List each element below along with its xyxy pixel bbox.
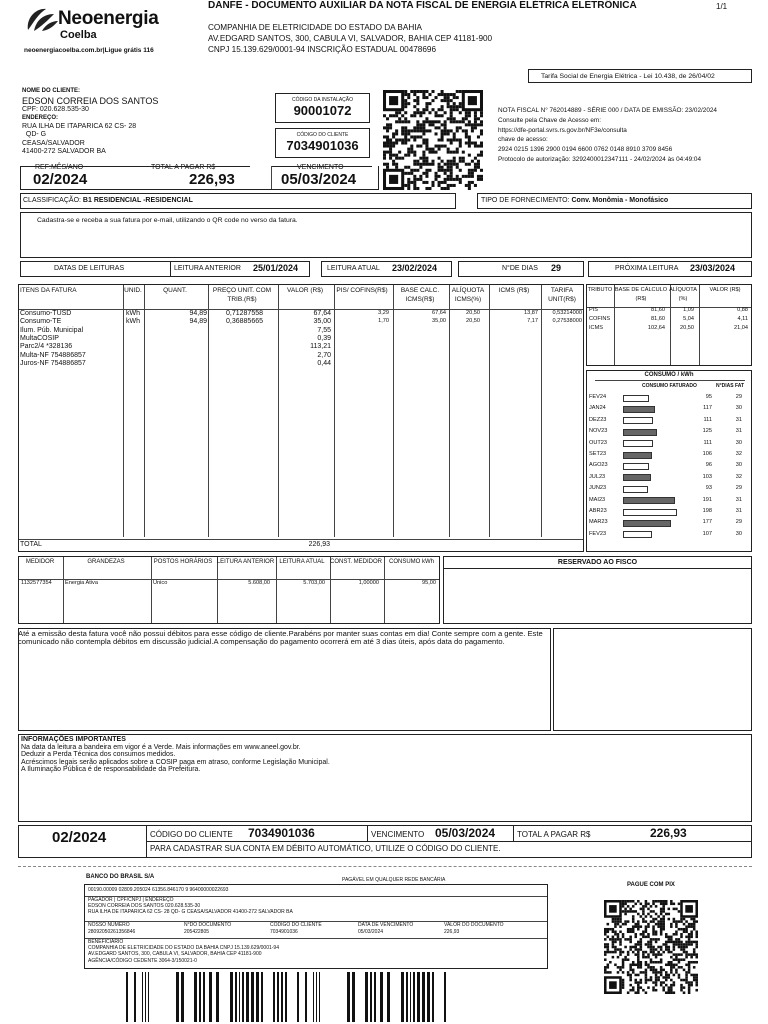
curr-reading-date: 23/02/2024 [392, 263, 438, 273]
classification-value: B1 RESIDENCIAL -RESIDENCIAL [82, 197, 193, 204]
tax-header: BASE DE CÁLCULO (R$) [614, 287, 668, 302]
installation-code-label: CÓDIGO DA INSTALAÇÃO [291, 97, 354, 103]
items-header: UNID. [124, 287, 142, 294]
consumption-col1: CONSUMO FATURADO [642, 383, 697, 389]
consumption-value: 177 [702, 519, 712, 526]
nf-line: chave de acesso: [498, 136, 548, 144]
curr-reading-label: LEITURA ATUAL [327, 265, 380, 272]
tax-header: ALÍQUOTA (%) [669, 287, 697, 302]
consumption-days: 30 [735, 462, 742, 469]
consumption-month: NOV23 [589, 428, 608, 435]
consumption-bar [623, 452, 652, 459]
tarifa-social-text: Tarifa Social de Energia Elétrica - Lei 10.438, de 26/04/02 [541, 73, 715, 80]
bank-field-label: NOSSO NÚMERO [88, 922, 130, 928]
beneficiary-line: COMPANHIA DE ELETRICIDADE DO ESTADO DA BAHIA CNPJ 15.139.629/0001-94 [88, 945, 279, 952]
consumption-days: 31 [735, 416, 742, 423]
client-cpf: CPF: 020.628.535-30 [22, 105, 89, 113]
consumption-value: 111 [703, 439, 712, 446]
items-cell: MultaCOSIP [20, 334, 59, 342]
bank-payer [88, 897, 293, 915]
summary-strip [20, 166, 379, 190]
tax-cell: 81,60 [651, 307, 665, 313]
nf-consult-link[interactable]: https://dfe-portal.svrs.rs.gov.br/NF3e/consulta [498, 126, 627, 134]
tax-cell: COFINS [589, 316, 611, 322]
info-line: Na data da leitura a bandeira em vigor é a Verde. Mais informações em www.aneel.gov.br. [21, 743, 301, 751]
bank-field-value: 28092050261356846 [88, 929, 136, 935]
beneficiary-line: AV.EDGARD SANTOS, 300, CABULA VI, SALVADOR, BAHIA CEP 41181-900 [88, 951, 262, 958]
consumption-days: 30 [735, 405, 742, 412]
tax-cell: 21,04 [734, 325, 748, 331]
client-addr-line: RUA ILHA DE ITAPARICA 62 CS- 28 [22, 122, 137, 130]
consumption-month: ABR23 [589, 508, 607, 514]
meter-cell: 1,00000 [358, 580, 379, 586]
consumption-month: JUL23 [589, 473, 606, 480]
tax-cell: 4,11 [737, 316, 748, 322]
tax-cell: PIS [589, 307, 599, 313]
items-cell: 1,70 [378, 318, 389, 325]
consumption-month: JAN24 [589, 405, 606, 412]
consumption-month: MAI23 [589, 496, 606, 503]
consumption-bar [623, 474, 651, 481]
ref-month: 02/2024 [33, 171, 88, 188]
items-cell: 94,89 [189, 318, 207, 326]
bank-field-value: 7034901036 [270, 929, 298, 935]
tax-cell: 0,88 [737, 307, 748, 313]
items-cell: Consumo-TE [20, 318, 62, 326]
tax-cell: 1,09 [683, 307, 694, 313]
consumption-month: FEV23 [589, 530, 607, 537]
bank-field-value: 205422805 [184, 929, 210, 935]
items-cell: 35,00 [313, 318, 331, 326]
stub-due-label: VENCIMENTO [371, 830, 425, 839]
items-cell: 13,87 [524, 310, 538, 316]
company-line: AV.EDGARD SANTOS, 300, CABULA VI, SALVADOR, BAHIA CEP 41181-900 [208, 34, 493, 43]
client-block [22, 87, 158, 157]
meter-cell: 5.703,00 [303, 580, 325, 586]
items-cell: Multa-NF 754886857 [20, 351, 86, 359]
consumption-days: 32 [735, 451, 742, 457]
supply-type-label: TIPO DE FORNECIMENTO: [481, 197, 570, 204]
consumption-value: 96 [705, 462, 712, 469]
items-total-value: 226,93 [308, 541, 330, 548]
items-cell: kWh [126, 318, 140, 326]
consumption-bar [623, 509, 677, 516]
brand-logo [24, 6, 60, 32]
items-cell: 7,17 [527, 318, 538, 325]
supply-type-box [477, 193, 752, 209]
stub-debit-note: PARA CADASTRAR SUA CONTA EM DÉBITO AUTOMÁTICO, UTILIZE O CÓDIGO DO CLIENTE. [150, 844, 501, 853]
fisco-box [443, 556, 752, 624]
consumption-bar [623, 463, 649, 470]
items-header: ICMS (R$) [498, 287, 530, 294]
bank-beneficiary [88, 939, 279, 964]
bank-field-label: DATA DE VENCIMENTO [358, 922, 414, 928]
consumption-title: CONSUMO / kWh [644, 372, 694, 378]
tax-cell: ICMS [589, 325, 603, 331]
stub-client-code: 7034901036 [248, 826, 315, 840]
consumption-bar [623, 429, 657, 436]
meter-cell: 1132577354 [21, 580, 52, 586]
client-addr-line: CEASA/SALVADOR [22, 139, 85, 147]
items-cell: kWh [126, 310, 140, 317]
beneficiary-label: BENEFICIÁRIO [88, 939, 124, 945]
consumption-month: JUN23 [589, 485, 607, 492]
stub-client-label: CÓDIGO DO CLIENTE [150, 830, 233, 839]
consumption-bar [623, 497, 675, 504]
notice-text: Cadastra-se e receba a sua fatura por e-mail, utilizando o QR code no verso da fatura. [37, 217, 298, 224]
consumption-bar [623, 440, 653, 447]
consumption-month: DEZ23 [589, 416, 607, 423]
consumption-days: 29 [735, 394, 742, 400]
consumption-bar [623, 406, 655, 413]
meter-header: MEDIDOR [25, 559, 55, 565]
bank-field-label: CÓDIGO DO CLIENTE [270, 922, 322, 928]
classification-label: CLASSIFICAÇÃO: [23, 197, 81, 204]
info-line: Deduzir a Perda Técnica dos consumos medidos. [21, 751, 176, 759]
items-cell: 94,89 [189, 310, 207, 317]
items-cell: 67,64 [313, 310, 331, 317]
bank-pagavel: PAGÁVEL EM QUALQUER REDE BANCÁRIA [342, 877, 446, 883]
tax-header: VALOR (R$) [709, 287, 741, 293]
items-cell: Parc2/4 *328136 [20, 343, 73, 351]
company-info [208, 22, 492, 55]
items-header: PIS/ COFINS(R$) [336, 287, 388, 294]
items-cell: 35,00 [432, 318, 446, 325]
items-header: PREÇO UNIT. COM TRIB.(R$) [212, 287, 272, 303]
fisco-label: RESERVADO AO FISCO [557, 559, 638, 566]
consumption-month: AGO23 [589, 462, 608, 469]
readings-dates-label: DATAS DE LEITURAS [54, 265, 125, 272]
due-label: VENCIMENTO [297, 164, 344, 171]
items-total-label: TOTAL [20, 541, 42, 548]
consumption-value: 111 [703, 416, 712, 423]
items-cell: 20,50 [466, 318, 480, 325]
supply-type-value: Conv. Monômia - Monofásico [571, 197, 669, 204]
client-name-label: NOME DO CLIENTE: [22, 88, 80, 94]
tax-cell: 5,04 [683, 316, 694, 322]
items-cell: 0,39 [317, 334, 331, 342]
meter-header: CONSUMO kWh [389, 559, 434, 565]
due-date: 05/03/2024 [281, 171, 357, 188]
items-cell: 0,53214000 [552, 310, 582, 316]
consumption-value: 125 [702, 428, 712, 435]
consumption-col2: N°DIAS FAT [716, 383, 745, 389]
items-header: ITENS DA FATURA [20, 287, 77, 294]
consumption-value: 103 [702, 473, 712, 480]
consumption-value: 198 [702, 508, 712, 514]
consumption-value: 93 [705, 485, 712, 492]
info-block [21, 736, 330, 774]
consumption-days: 29 [735, 519, 742, 526]
meter-header: POSTOS HORÁRIOS [153, 559, 213, 565]
meter-header: LEITURA ATUAL [279, 559, 325, 565]
bank-field-value: 226,93 [444, 929, 460, 935]
brand-site: neoenergiacoelba.com.br|Ligue grátis 116 [24, 47, 154, 54]
items-cell: 7,55 [317, 326, 331, 334]
info-line: Acréscimos legais serão aplicados sobre a COSIP paga em atraso, conforme Legislação Municipal. [21, 758, 330, 766]
tarifa-social-box [528, 69, 752, 83]
consumption-days: 31 [735, 428, 742, 435]
tax-cell: 81,60 [651, 316, 665, 322]
boleto-barcode [122, 972, 448, 1022]
client-name: EDSON CORREIA DOS SANTOS [22, 95, 159, 106]
meter-cell: 95,00 [422, 580, 436, 586]
consumption-value: 106 [702, 451, 712, 457]
consumption-bar [623, 395, 649, 402]
items-cell: 0,71287558 [226, 310, 263, 317]
client-code: 7034901036 [286, 138, 359, 153]
prev-reading-label: LEITURA ANTERIOR [174, 265, 241, 272]
total-amount: 226,93 [189, 171, 235, 188]
next-reading-date: 23/03/2024 [690, 263, 736, 273]
bank-digitable-line: 00190.00009 02809.205024 61356.846170 9 96400000022693 [88, 887, 229, 893]
ref-label: REF:MÊS/ANO [35, 164, 84, 171]
brand-name: Neoenergia [58, 8, 159, 29]
meter-cell: Unico [153, 580, 168, 586]
nf-line: Protocolo de autorização: 3292400012347111 - 24/02/2024 às 04:49:04 [498, 155, 702, 163]
consumption-value: 191 [702, 496, 712, 503]
installation-code: 90001072 [293, 103, 352, 118]
items-cell: 0,27538000 [552, 318, 582, 325]
bank-field-value: 05/03/2024 [358, 929, 384, 935]
items-cell: 0,44 [317, 359, 331, 367]
days-label: N°DE DIAS [502, 265, 538, 272]
consumption-month: MAR23 [589, 519, 608, 526]
payer-label: PAGADOR | CPF/CNPJ | ENDEREÇO [88, 897, 174, 903]
consumption-days: 32 [735, 473, 742, 480]
tax-cell: 102,64 [647, 325, 665, 331]
items-cell: 113,21 [310, 343, 331, 351]
items-cell: Ilum. Púb. Municipal [20, 326, 84, 334]
meter-cell: Energia Ativa [65, 580, 98, 586]
client-addr-line: QD- G [22, 131, 47, 138]
consumption-days: 30 [735, 439, 742, 446]
items-header: BASE CALC. ICMS(R$) [400, 287, 440, 303]
bank-field-label: N°DO DOCUMENTO [184, 922, 232, 928]
client-addr-label: ENDEREÇO: [22, 115, 59, 121]
brand-sub: Coelba [60, 29, 97, 41]
nf-line: Consulte pela Chave de Acesso em: [498, 116, 602, 124]
items-cell: 0,36885665 [226, 318, 263, 326]
consumption-value: 95 [705, 394, 712, 400]
consumption-bar [623, 486, 648, 493]
leaf-logo-icon [24, 6, 60, 32]
items-cell: 3,29 [378, 310, 389, 316]
stub-total: 226,93 [650, 826, 687, 840]
message-side-box [553, 628, 752, 731]
consumption-bar [623, 531, 652, 538]
meter-header: CONST. MEDIDOR [329, 559, 382, 565]
next-reading-label: PRÓXIMA LEITURA [615, 265, 679, 272]
meter-cell: 5.608,00 [248, 580, 270, 586]
client-code-box [275, 128, 370, 158]
stub-due-date: 05/03/2024 [435, 826, 496, 840]
pix-qr-code[interactable] [604, 900, 698, 994]
items-cell: Consumo-TUSD [20, 310, 72, 317]
bank-name: BANCO DO BRASIL S/A [86, 874, 155, 880]
consumption-value: 107 [702, 530, 712, 537]
doc-title: DANFE - DOCUMENTO AUXILIAR DA NOTA FISCAL DE ENERGIA ELÉTRICA ELETRÔNICA [208, 0, 637, 11]
meter-header: LEITURA ANTERIOR [216, 559, 275, 565]
payer-line: EDSON CORREIA DOS SANTOS 020.628.535-30 [88, 903, 201, 909]
tax-cell: 20,50 [680, 325, 694, 331]
company-line: CNPJ 15.139.629/0001-94 INSCRIÇÃO ESTADUAL 00478696 [208, 45, 437, 54]
consumption-days: 31 [735, 496, 742, 503]
consumption-month: OUT23 [589, 439, 608, 446]
nf-info [498, 106, 717, 165]
nf-access-key: 2924 0215 1396 2900 0194 6600 0762 0148 8910 3709 8456 [498, 146, 673, 154]
meter-header: GRANDEZAS [87, 559, 125, 565]
notice-box [20, 212, 752, 258]
consumption-month: FEV24 [589, 394, 607, 400]
nf-qr-code [383, 90, 483, 190]
beneficiary-line: AGÊNCIA/CÓDIGO CEDENTE 3064-3/150021-0 [88, 957, 197, 964]
items-header: TARIFA UNIT(R$) [548, 287, 576, 303]
client-addr-line: 41400-272 SALVADOR BA [22, 148, 106, 155]
prev-reading-date: 25/01/2024 [253, 263, 299, 273]
tax-header: TRIBUTO [587, 287, 613, 293]
items-header: QUANT. [163, 287, 187, 294]
items-cell: 20,50 [466, 310, 480, 316]
total-label: TOTAL A PAGAR R$ [151, 164, 216, 171]
pix-label: PAGUE COM PIX [627, 882, 675, 888]
client-code-label: CÓDIGO DO CLIENTE [296, 132, 349, 138]
items-cell: Juros-NF 754886857 [20, 359, 86, 367]
consumption-value: 117 [703, 405, 712, 412]
nf-line: NOTA FISCAL N° 762014889 - SÉRIE 000 / DATA DE EMISSÃO: 23/02/2024 [498, 107, 717, 114]
items-cell: 2,70 [317, 351, 331, 359]
items-header: ALÍQUOTA ICMS(%) [451, 287, 485, 303]
info-line: A Iluminação Pública é de responsabilidade da Prefeitura. [21, 766, 201, 774]
consumption-days: 31 [735, 508, 742, 514]
bank-field-label: VALOR DO DOCUMENTO [444, 922, 504, 928]
consumption-month: SET23 [589, 451, 607, 457]
consumption-days: 29 [735, 485, 742, 492]
payer-line: RUA ILHA DE ITAPARICA 62 CS- 28 QD- G CEASA/SALVADOR 41400-272 SALVADOR BA [88, 909, 293, 915]
info-title: INFORMAÇÕES IMPORTANTES [21, 736, 126, 743]
installation-code-box [275, 93, 370, 123]
page-number: 1/1 [716, 2, 728, 11]
items-header: VALOR (R$) [287, 287, 323, 294]
consumption-days: 30 [735, 530, 742, 537]
items-cell: 67,64 [432, 310, 446, 316]
days-count: 29 [551, 263, 562, 273]
stub-total-label: TOTAL A PAGAR R$ [517, 830, 591, 839]
consumption-bar [623, 520, 671, 527]
company-line: COMPANHIA DE ELETRICIDADE DO ESTADO DA BAHIA [208, 23, 422, 32]
classification-box [20, 193, 456, 209]
stub-ref: 02/2024 [52, 829, 107, 846]
message-text: Até a emissão desta fatura você não possui débitos para esse código de cliente.Parabéns por manter suas contas em dia! Conte sempre com a gente. Este comunicado não contempla débitos em discussão judicial.A compensação do pagamento ocorrerá em até 3 dias úteis, após data do pagamento. [18, 629, 543, 646]
consumption-bar [623, 417, 653, 424]
